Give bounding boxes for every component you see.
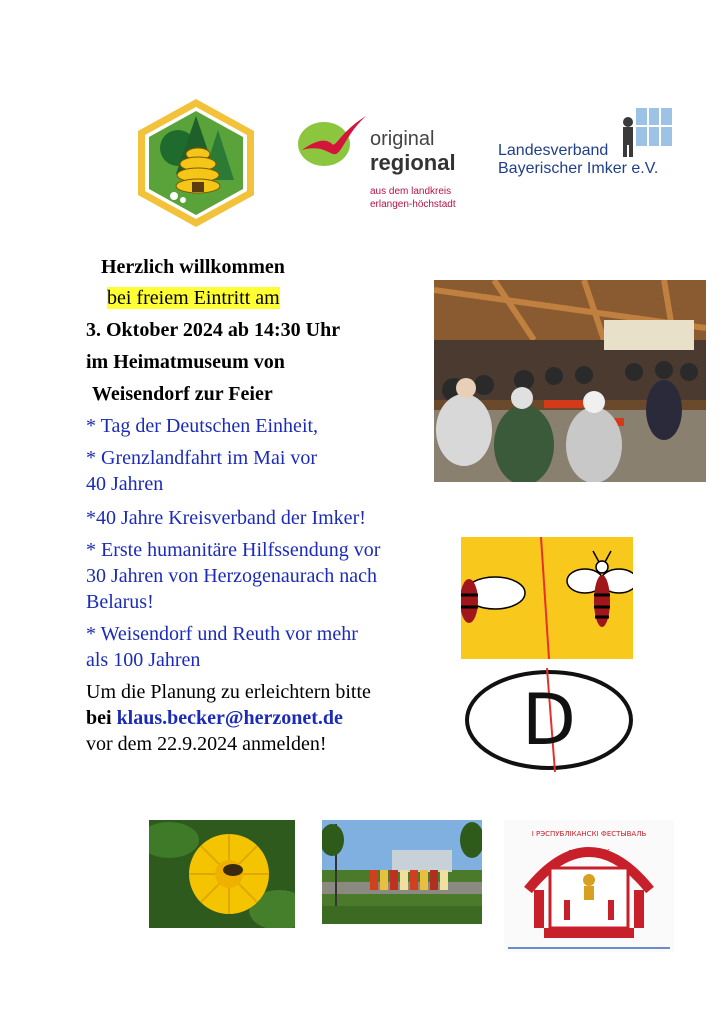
landesverband-line2: Bayerischer Imker e.V. (498, 160, 659, 177)
registration-line1: Um die Planung zu erleichtern bitte (86, 681, 371, 703)
logo-subtitle-line1: aus dem landkreis (370, 186, 452, 197)
event-place-line1: im Heimatmuseum von (86, 351, 285, 373)
d-sticker-letter: D (522, 679, 576, 761)
d-country-sticker (463, 668, 635, 772)
event-place-line2: Weisendorf zur Feier (92, 383, 273, 405)
landesverband-line1: Landesverband (498, 142, 609, 159)
dandelion-bee-photo (149, 820, 295, 928)
welcome-heading: Herzlich willkommen (101, 256, 285, 278)
original-word: original (370, 128, 435, 150)
group-photo (322, 820, 482, 924)
logo-subtitle-line2: erlangen-höchstadt (370, 199, 456, 210)
bee-icon (223, 864, 243, 876)
list-item-border-trip-line1: * Grenzlandfahrt im Mai vor (86, 447, 318, 469)
bee-flag-image (461, 537, 633, 659)
regional-word: regional (370, 150, 456, 175)
list-item-aid-line1: * Erste humanitäre Hilfssendung vor (86, 539, 381, 561)
landesverband-logo (496, 106, 676, 186)
list-item-reuth-line1: * Weisendorf und Reuth vor mehr (86, 623, 358, 645)
registration-line2 (86, 705, 343, 731)
list-item-aid-line3: Belarus! (86, 591, 154, 613)
event-date: 3. Oktober 2024 ab 14:30 Uhr (86, 319, 341, 341)
beekeeper-figure-icon (614, 106, 674, 162)
free-entry-line (107, 285, 280, 311)
email-link[interactable]: klaus.becker@herzonet.de (116, 707, 343, 729)
poster-arch-text: I РЭСПУБЛІКАНСКІ ФЕСТЫВАЛЬ (531, 830, 647, 838)
beekeeper-club-logo (134, 96, 258, 230)
beehive-emblem-icon (134, 96, 258, 230)
original-regional-logo (296, 110, 466, 220)
poster-city: г. ЧАЧЭРСК (568, 848, 610, 856)
list-item-aid-line2: 30 Jahren von Herzogenaurach nach (86, 565, 377, 587)
free-entry-highlight: bei freiem Eintritt am (107, 287, 280, 309)
festival-poster (504, 820, 674, 952)
list-item-unity-day: * Tag der Deutschen Einheit, (86, 415, 319, 437)
original-regional-swoosh-icon (296, 110, 368, 180)
registration-line3: vor dem 22.9.2024 anmelden! (86, 733, 327, 755)
registration-prefix: bei (86, 707, 112, 729)
list-item-reuth-line2: als 100 Jahren (86, 649, 201, 671)
list-item-border-trip-line2: 40 Jahren (86, 473, 164, 495)
event-hall-photo (434, 280, 706, 482)
list-item-beekeepers-anniversary: *40 Jahre Kreisverband der Imker! (86, 507, 366, 529)
